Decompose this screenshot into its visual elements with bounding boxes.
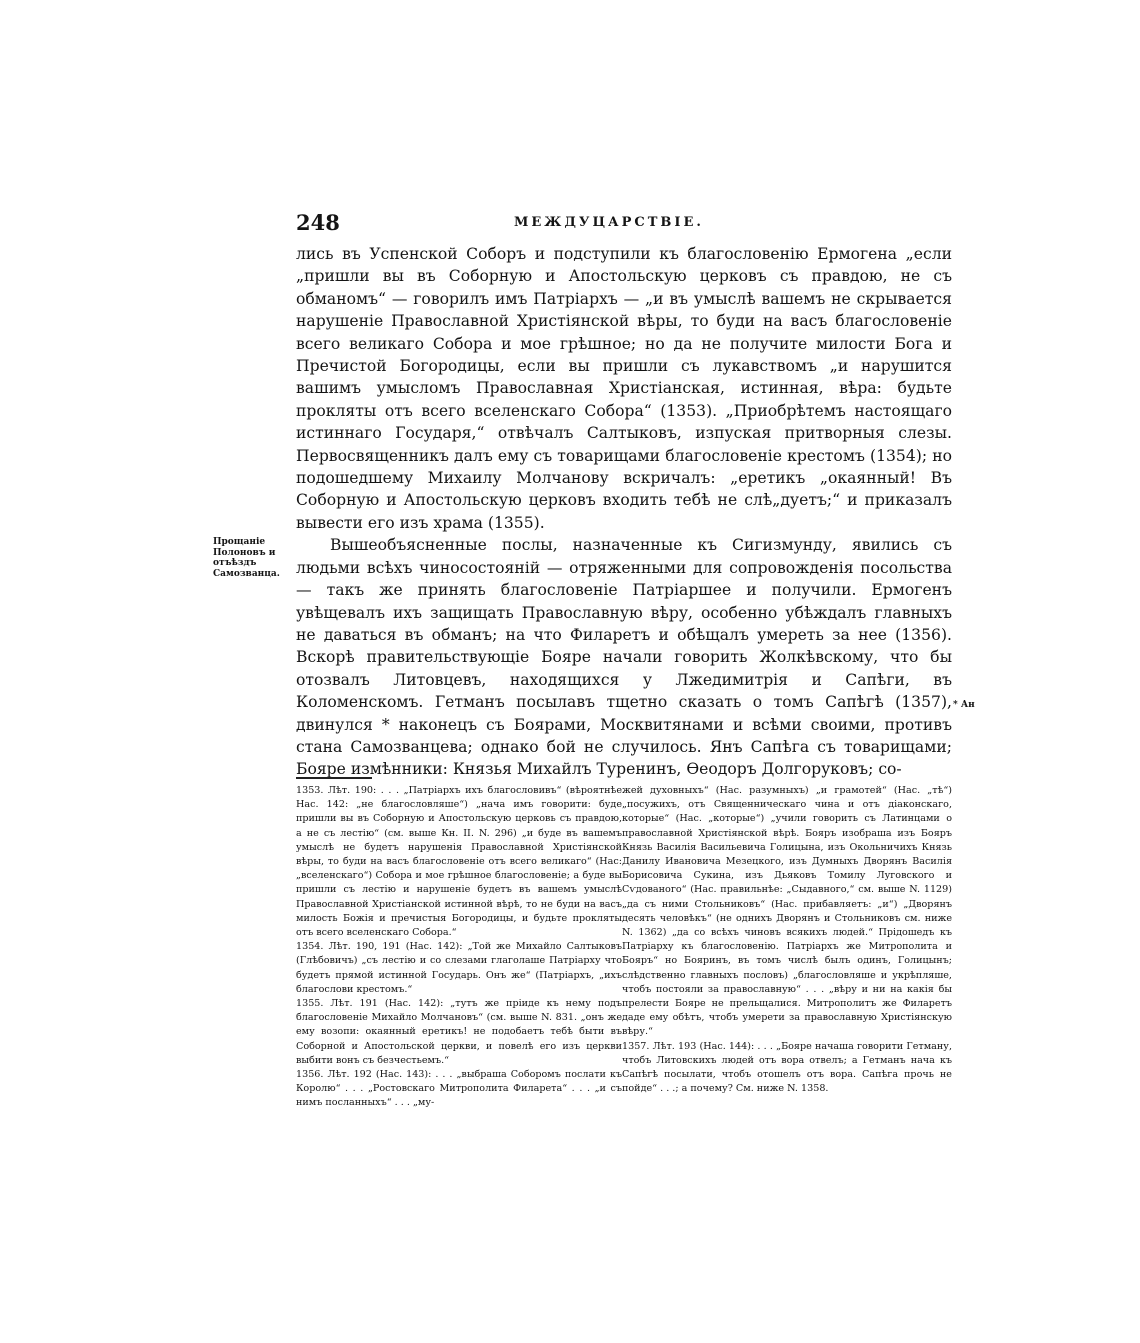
page-number: 248: [296, 210, 340, 235]
running-head: МЕЖДУЦАРСТВІЕ.: [514, 215, 704, 230]
footnote-rule: [296, 777, 372, 779]
footnote: 1353. Лѣт. 190: . . . „Патріархъ ихъ благословивъ“ (вѣроятнѣе Нас. 142: „не благословляше“) „нача имъ говорити: буде пришли вы въ Соборную и Апостольскую церковь съ правдою, а не съ лестію“ (см. выше Кн. II. N. 296) „и буде въ вашемъ умыслѣ не будетъ нарушенія Православной Христіянской вѣры, то буди на васъ благословеніе отъ всего великаго“ (Нас: „вселенскаго“) Собора и мое грѣшное благословеніе; а буде вы пришли съ лестію и нарушеніе будетъ въ вашемъ умыслѣ Православной Христіанской истинной вѣрѣ, то не буди на васъ милость Божія и пречистыя Богородицы, и будьте прокляты отъ всего вселенскаго Собора.“: [296, 785, 622, 939]
footnote: 1355. Лѣт. 191 (Нас. 142): „тутъ же пріиде къ нему подъ благословеніе Михайло Молчановъ“ (см. выше N. 831. „онъ же ему возопи: окаянный еретикъ! не подобаетъ тебѣ быти въ Соборной и Апостольской церкви, и повелѣ его изъ церкви выбити вонъ съ безчестьемъ.“: [296, 998, 622, 1066]
paragraph: Вышеобъясненные послы, назначенные къ Сигизмунду, явились съ людьми всѣхъ чиносостояній — отряженными для сопровожденія посольства — такъ же принять благословеніе Патріаршее и получили. Ермогенъ увѣщевалъ ихъ защищать Православную вѣру, особенно убѣждалъ главныхъ не даваться въ обманъ; на что Филаретъ и обѣщалъ умереть за нее (1356). Вскорѣ правительствующіе Бояре начали говорить Жолкѣвскому, что бы отозвалъ Литовцевъ, находящихся у Лжедимитрія и Сапѣги, въ Коломенскомъ. Гетманъ посылавъ тщетно сказать о томъ Сапѣгѣ (1357), двинулся * наконецъ съ Боярами, Москвитянами и всѣми своими, противъ стана Самозванцева; однако бой не случилось. Янъ Сапѣга съ товарищами; Бояре измѣнники: Князья Михайлъ Туренинъ, Ѳеодоръ Долгоруковъ; со-: [296, 536, 952, 779]
main-text: [296, 243, 952, 781]
footnote: 1356. Лѣт. 192 (Нас. 143): . . . „выбраша Соборомъ послати къ Королю“ . . . „Ростовскаго Митрополита Филарета“ . . . „и съ нимъ посланныхъ“ . . . „му-: [296, 1069, 622, 1109]
footnotes-right-column: [622, 784, 952, 1096]
paragraph: лись въ Успенской Соборъ и подступили къ благословенію Ермогена „если „пришли вы въ Соборную и Апостольскую церковъ съ правдою, не съ обманомъ“ — говорилъ имъ Патріархъ — „и въ умыслѣ вашемъ не скрывается нарушеніе Православной Христіянской вѣры, то буди на васъ благословеніе всего великаго Собора и мое грѣшное; но да не получите милости Бога и Пречистой Богородицы, если вы пришли съ лукавствомъ „и нарушится вашимъ умысломъ Православная Христіанская, истинная, вѣра: будьте прокляты отъ всего вселенскаго Собора“ (1353). „Приобрѣтемъ настоящаго истиннаго Государя,“ отвѣчалъ Салтыковъ, изпуская притворныя слезы. Первосвященникъ далъ ему съ товарищами благословеніе крестомъ (1354); но подошедшему Михаилу Молчанову вскричалъ: „еретикъ „окаянный! Въ Соборную и Апостольскую церковъ входить тебѣ не слѣ„дуетъ;“ и приказалъ вывести его изъ храма (1355).: [296, 245, 952, 532]
margin-note: Прощаніе Полоновъ и отъѣздъ Самозванца.: [213, 537, 280, 579]
right-margin-mark: * Ан: [953, 700, 975, 710]
footnote-continuation: жей духовныхъ“ (Нас. разумныхъ) „и грамотей“ (Нас. „тѣ“) „посужихъ, отъ Священническаго чина и отъ діаконскаго, которые“ (Нас. „которые“) „учили говорить съ Латинцами о православной Христіянской вѣрѣ. Бояръ изобраша изъ Бояръ Князь Василія Васильевича Голицына, изъ Окольничихъ Князь Данилу Ивановича Мезецкого, изъ Думныхъ Дворянъ Василія Борисовича Сукина, изъ Дьяковъ Томилу Луговского и Сѵдованого“ (Нас. правильнѣе: „Сыдавного,“ см. выше N. 1129) „да съ ними Стольниковъ“ (Нас. прибавляетъ: „и“) „Дворянъ десять человѣкъ“ (не однихъ Дворянъ и Стольниковъ см. ниже N. 1362) „да со всѣхъ чиновъ всякихъ людей.“ Прідошедъ къ Патріарху къ благословенію. Патріархъ же Митрополита и Бояръ“ но Бояринъ, въ томъ числѣ былъ одинъ, Голицынъ; слѣдственно главныхъ пословъ) „благословляше и укрѣпляше, чтобъ постояли за православную“ . . . „вѣру и ни на какія бы прелести Бояре не прельщалися. Митрополитъ же Филаретъ даде ему обѣтъ, чтобъ умерети за православную Христіянскую вѣру.“: [622, 785, 952, 1038]
page-header: [296, 210, 952, 240]
footnote: 1357. Лѣт. 193 (Нас. 144): . . . „Бояре начаша говорити Гетману, чтобъ Литовскихъ людей отъ вора отвелъ; а Гетманъ нача къ Сапѣгѣ посылати, чтобъ отошелъ отъ вора. Сапѣга прочь не пойде“ . . .; а почему? См. ниже N. 1358.: [622, 1040, 952, 1095]
footnotes-left-column: [296, 784, 622, 1111]
footnote: 1354. Лѣт. 190, 191 (Нас. 142): „Той же Михайло Салтыковъ (Глѣбовичъ) „съ лестію и со слезами глаголаше Патріарху что будетъ прямой истинной Государь. Онъ же“ (Патріархъ, „ихъ благослови крестомъ.“: [296, 941, 622, 995]
